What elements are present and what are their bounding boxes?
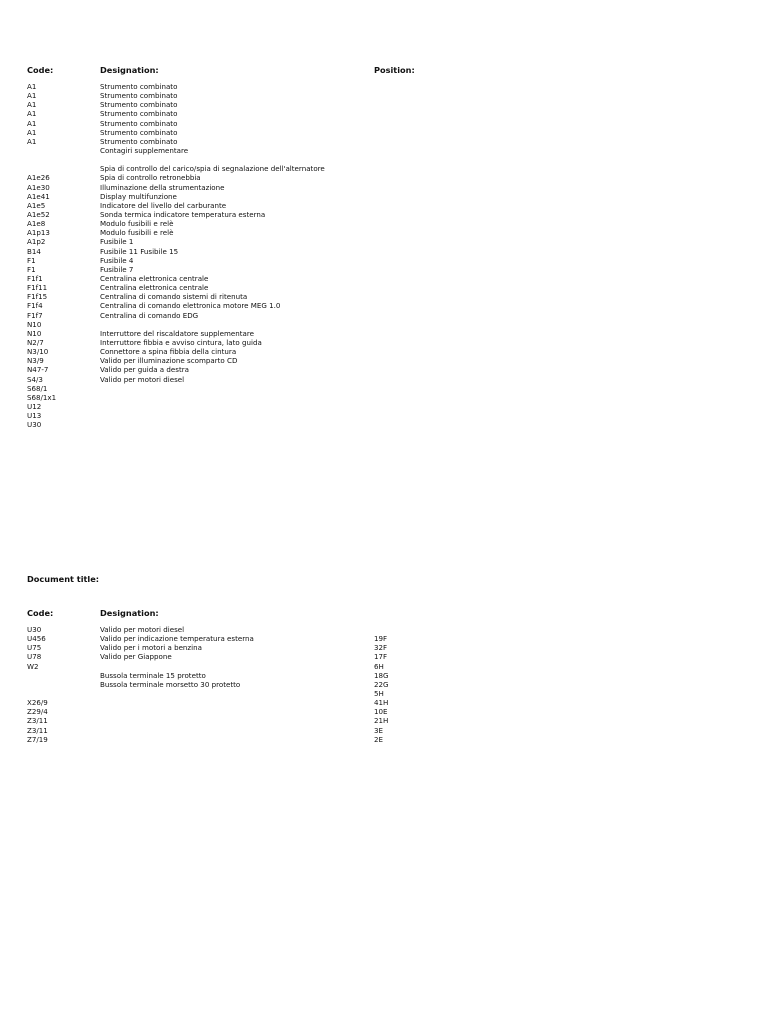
code-cell: U13 xyxy=(27,411,42,421)
code-cell: F1f15 xyxy=(27,292,48,302)
code-cell: A1e41 xyxy=(27,191,50,201)
code-cell: N10 xyxy=(27,328,42,338)
code-cell: U12 xyxy=(27,401,42,411)
code-cell: U75 xyxy=(27,643,42,653)
designation-cell: Contagiri supplementare xyxy=(100,145,189,155)
code-cell: F1 xyxy=(27,264,36,274)
section2-position-column xyxy=(374,625,389,744)
designation-cell xyxy=(100,155,325,164)
section1-designation-header: Designation: xyxy=(100,65,159,75)
designation-cell: Fusibile 4 xyxy=(100,255,134,265)
code-cell: A1e8 xyxy=(27,219,46,229)
code-cell: A1p13 xyxy=(27,228,50,238)
code-cell: A1p2 xyxy=(27,237,46,247)
designation-cell: Centralina di comando sistemi di ritenuta xyxy=(100,292,248,302)
code-cell: N3/9 xyxy=(27,356,44,366)
designation-cell: Fusibile 7 xyxy=(100,264,134,274)
designation-cell: Spia di controllo retronebbia xyxy=(100,173,201,183)
position-cell: 19F xyxy=(374,634,388,644)
code-cell xyxy=(27,680,48,689)
code-cell: S4/3 xyxy=(27,374,43,384)
designation-cell: Modulo fusibili e relè xyxy=(100,219,174,229)
designation-cell: Centralina elettronica centrale xyxy=(100,273,209,283)
code-cell: X26/9 xyxy=(27,698,48,708)
section1-designation-column xyxy=(100,82,325,384)
position-cell: 6H xyxy=(374,661,384,671)
code-cell: A1e30 xyxy=(27,182,50,192)
designation-cell: Display multifunzione xyxy=(100,191,177,201)
designation-cell: Centralina di comando EDG xyxy=(100,310,199,320)
code-cell: A1 xyxy=(27,109,37,119)
position-cell: 32F xyxy=(374,643,388,653)
position-cell: 2E xyxy=(374,734,383,744)
designation-cell: Valido per i motori a benzina xyxy=(100,643,202,653)
designation-cell: Spia di controllo del carico/spia di segnalazione dell'alternatore xyxy=(100,164,325,174)
designation-cell: Strumento combinato xyxy=(100,82,178,91)
code-cell: N3/10 xyxy=(27,347,49,357)
document-title-label: Document title: xyxy=(27,574,100,584)
designation-cell: Centralina elettronica centrale xyxy=(100,283,209,293)
position-cell: 3E xyxy=(374,725,383,735)
code-cell: N47-7 xyxy=(27,365,49,375)
designation-cell: Valido per indicazione temperatura esterna xyxy=(100,634,254,644)
code-cell: U30 xyxy=(27,625,42,634)
code-cell xyxy=(27,689,48,698)
code-cell: F1f7 xyxy=(27,310,43,320)
designation-cell: Strumento combinato xyxy=(100,100,178,110)
designation-cell: Valido per illuminazione scomparto CD xyxy=(100,356,238,366)
position-cell: 10E xyxy=(374,707,388,717)
code-cell: A1 xyxy=(27,127,37,137)
code-cell: A1e5 xyxy=(27,200,46,210)
designation-cell: Illuminazione della strumentazione xyxy=(100,182,225,192)
code-cell: W2 xyxy=(27,661,39,671)
code-cell: F1 xyxy=(27,255,36,265)
section2-designation-column xyxy=(100,625,254,689)
code-cell: U456 xyxy=(27,634,46,644)
code-cell: A1e26 xyxy=(27,173,50,183)
designation-cell xyxy=(100,662,254,671)
section2-code-header: Code: xyxy=(27,608,54,618)
position-cell: 21H xyxy=(374,716,389,726)
code-cell: A1e52 xyxy=(27,209,50,219)
position-cell: 22G xyxy=(374,679,389,689)
designation-cell: Interruttore del riscaldatore supplementare xyxy=(100,328,255,338)
designation-cell: Valido per motori diesel xyxy=(100,625,185,634)
code-cell: U78 xyxy=(27,652,42,662)
code-cell: F1f11 xyxy=(27,283,48,293)
designation-cell: Valido per guida a destra xyxy=(100,365,190,375)
section2-designation-header: Designation: xyxy=(100,608,159,618)
code-cell xyxy=(27,164,56,173)
code-cell: A1 xyxy=(27,136,37,146)
section2-code-column xyxy=(27,625,48,744)
code-cell: Z3/11 xyxy=(27,716,48,726)
code-cell: Z29/4 xyxy=(27,707,48,717)
code-cell: A1 xyxy=(27,100,37,110)
section1-code-header: Code: xyxy=(27,65,54,75)
designation-cell: Interruttore fibbia e avviso cintura, lato guida xyxy=(100,337,262,347)
designation-cell: Strumento combinato xyxy=(100,127,178,137)
code-cell: A1 xyxy=(27,91,37,101)
designation-cell: Valido per Giappone xyxy=(100,652,172,662)
position-cell: 18G xyxy=(374,670,389,680)
designation-cell: Valido per motori diesel xyxy=(100,374,185,384)
designation-cell: Modulo fusibili e relè xyxy=(100,228,174,238)
code-cell: A1 xyxy=(27,118,37,128)
designation-cell: Centralina di comando elettronica motore MEG 1.0 xyxy=(100,301,281,311)
section1-position-header: Position: xyxy=(374,65,415,75)
code-cell: Z3/11 xyxy=(27,725,48,735)
designation-cell: Sonda termica indicatore temperatura esterna xyxy=(100,209,266,219)
designation-cell: Strumento combinato xyxy=(100,109,178,119)
code-cell xyxy=(27,155,56,164)
designation-cell: Strumento combinato xyxy=(100,136,178,146)
position-cell: 41H xyxy=(374,698,389,708)
position-cell: 17F xyxy=(374,652,388,662)
code-cell xyxy=(27,671,48,680)
designation-cell: Bussola terminale morsetto 30 protetto xyxy=(100,679,241,689)
code-cell: N10 xyxy=(27,319,42,329)
code-cell: S68/1x1 xyxy=(27,392,57,402)
designation-cell: Strumento combinato xyxy=(100,91,178,101)
code-cell: B14 xyxy=(27,246,41,256)
code-cell: A1 xyxy=(27,82,37,91)
code-cell: F1f4 xyxy=(27,301,43,311)
code-cell: F1f1 xyxy=(27,273,43,283)
designation-cell xyxy=(100,320,325,329)
designation-cell: Fusibile 1 xyxy=(100,237,134,247)
position-cell xyxy=(374,625,389,634)
designation-cell: Fusibile 11 Fusibile 15 xyxy=(100,246,179,256)
designation-cell: Strumento combinato xyxy=(100,118,178,128)
code-cell: S68/1 xyxy=(27,383,48,393)
section1-code-column xyxy=(27,82,56,429)
designation-cell: Connettore a spina fibbia della cintura xyxy=(100,347,237,357)
code-cell: N2/7 xyxy=(27,337,44,347)
designation-cell: Bussola terminale 15 protetto xyxy=(100,670,206,680)
code-cell: U30 xyxy=(27,420,42,430)
position-cell: 5H xyxy=(374,688,384,698)
code-cell: Z7/19 xyxy=(27,734,48,744)
code-cell xyxy=(27,146,56,155)
designation-cell: Indicatore del livello del carburante xyxy=(100,200,227,210)
